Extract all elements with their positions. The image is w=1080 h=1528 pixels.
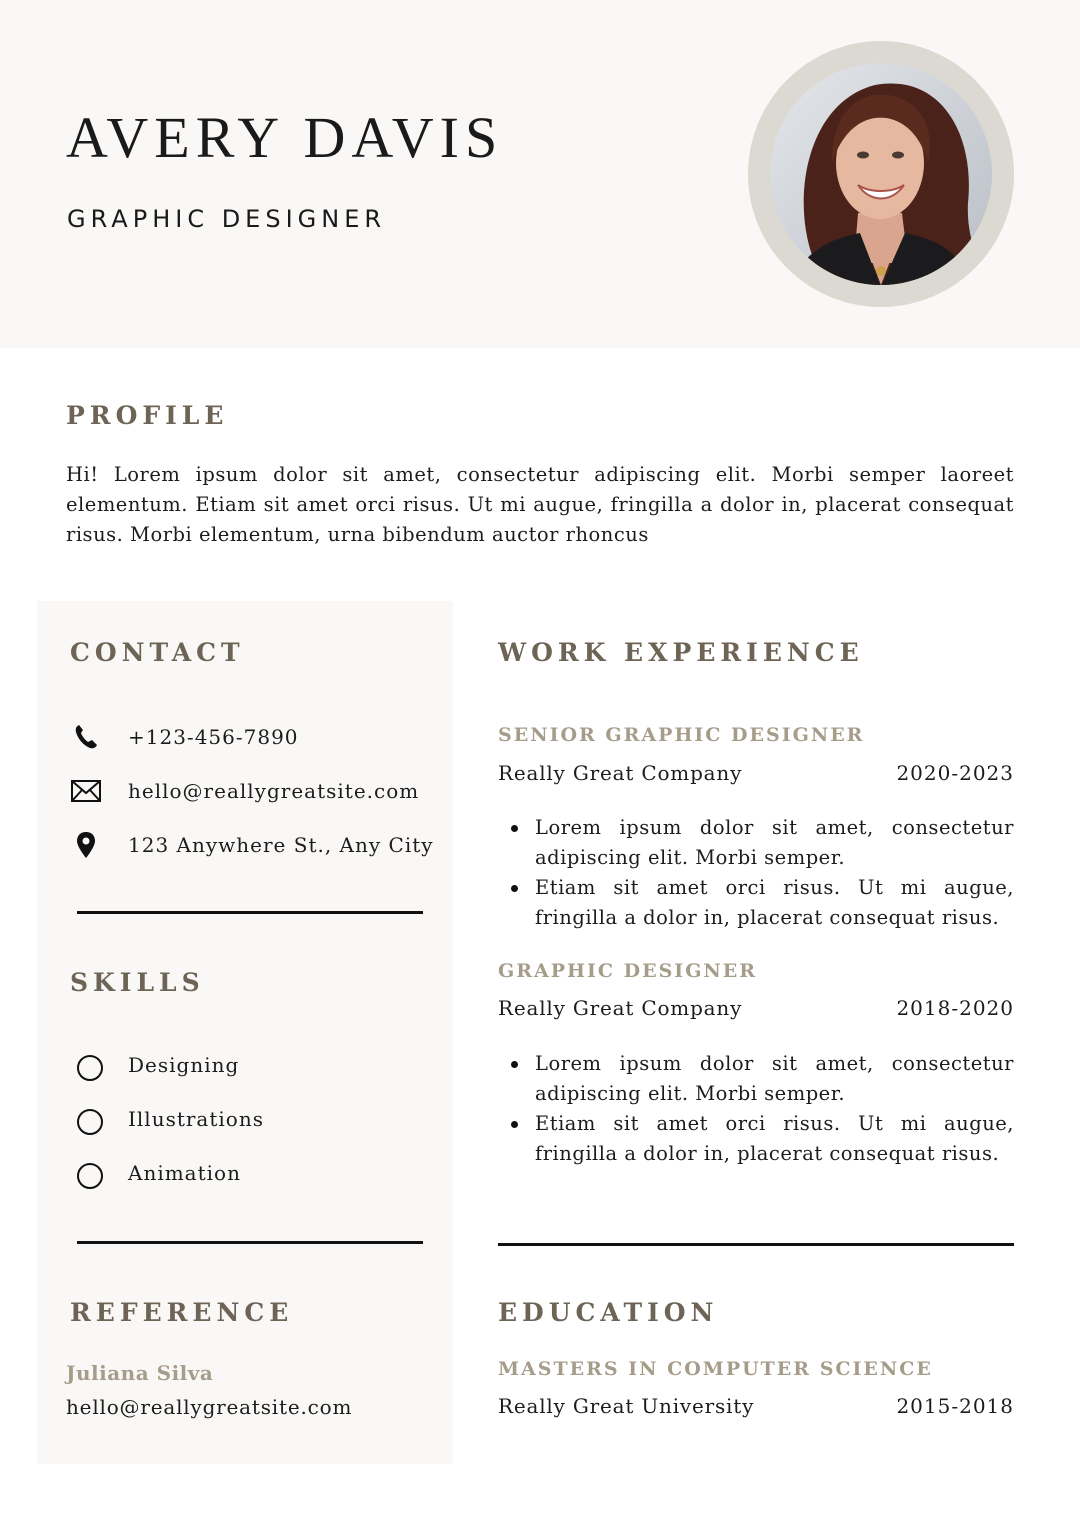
skill-label: Animation [128, 1161, 241, 1185]
education-years: 2015-2018 [896, 1394, 1014, 1418]
main-divider [498, 1243, 1014, 1246]
job-2-years: 2018-2020 [896, 996, 1014, 1020]
contact-heading: CONTACT [70, 638, 245, 667]
portrait-photo [770, 63, 992, 285]
sidebar-divider-2 [77, 1241, 423, 1244]
avatar-ring [748, 41, 1014, 307]
circle-icon [77, 1109, 103, 1135]
header-banner [0, 0, 1080, 348]
avatar [770, 63, 992, 285]
circle-icon [77, 1163, 103, 1189]
job-1-company: Really Great Company [498, 761, 743, 785]
phone-icon [70, 722, 102, 752]
phone-text: +123-456-7890 [128, 725, 299, 749]
address-text: 123 Anywhere St., Any City [128, 833, 434, 857]
list-item: Lorem ipsum dolor sit amet, consectetur adipiscing elit. Morbi semper. [535, 813, 1014, 873]
profile-heading: PROFILE [66, 401, 229, 430]
job-title-heading: GRAPHIC DESIGNER [67, 205, 387, 233]
list-item: Lorem ipsum dolor sit amet, consectetur adipiscing elit. Morbi semper. [535, 1049, 1014, 1109]
reference-name: Juliana Silva [66, 1361, 214, 1385]
job-2-company: Really Great Company [498, 996, 743, 1020]
school-name: Really Great University [498, 1394, 755, 1418]
list-item: Etiam sit amet orci risus. Ut mi augue, fringilla a dolor in, placerat consequat risus. [535, 1109, 1014, 1169]
work-experience-heading: WORK EXPERIENCE [498, 638, 864, 667]
reference-heading: REFERENCE [70, 1298, 294, 1327]
skill-label: Designing [128, 1053, 240, 1077]
contact-email [70, 776, 420, 806]
reference-email[interactable]: hello@reallygreatsite.com [66, 1395, 353, 1419]
contact-address [70, 830, 434, 860]
email-text[interactable]: hello@reallygreatsite.com [128, 779, 420, 803]
job-1-years: 2020-2023 [896, 761, 1014, 785]
contact-phone [70, 722, 299, 752]
job-1-title: SENIOR GRAPHIC DESIGNER [498, 724, 865, 746]
candidate-name: AVERY DAVIS [66, 105, 504, 170]
skill-label: Illustrations [128, 1107, 264, 1131]
job-2-title: GRAPHIC DESIGNER [498, 960, 758, 982]
skills-heading: SKILLS [70, 968, 205, 997]
profile-text: Hi! Lorem ipsum dolor sit amet, consectetur adipiscing elit. Morbi semper laoreet elementum. Etiam sit amet orci risus. Ut mi augue, fringilla a dolor in, placerat consequat risus. Morbi elementum, urna bibendum auctor rhoncus [66, 463, 1014, 546]
sidebar-divider-1 [77, 911, 423, 914]
list-item: Etiam sit amet orci risus. Ut mi augue, fringilla a dolor in, placerat consequat risus. [535, 873, 1014, 933]
circle-icon [77, 1055, 103, 1081]
education-heading: EDUCATION [498, 1298, 719, 1327]
mail-icon [70, 776, 102, 806]
degree-title: MASTERS IN COMPUTER SCIENCE [498, 1358, 933, 1380]
location-pin-icon [70, 830, 102, 860]
